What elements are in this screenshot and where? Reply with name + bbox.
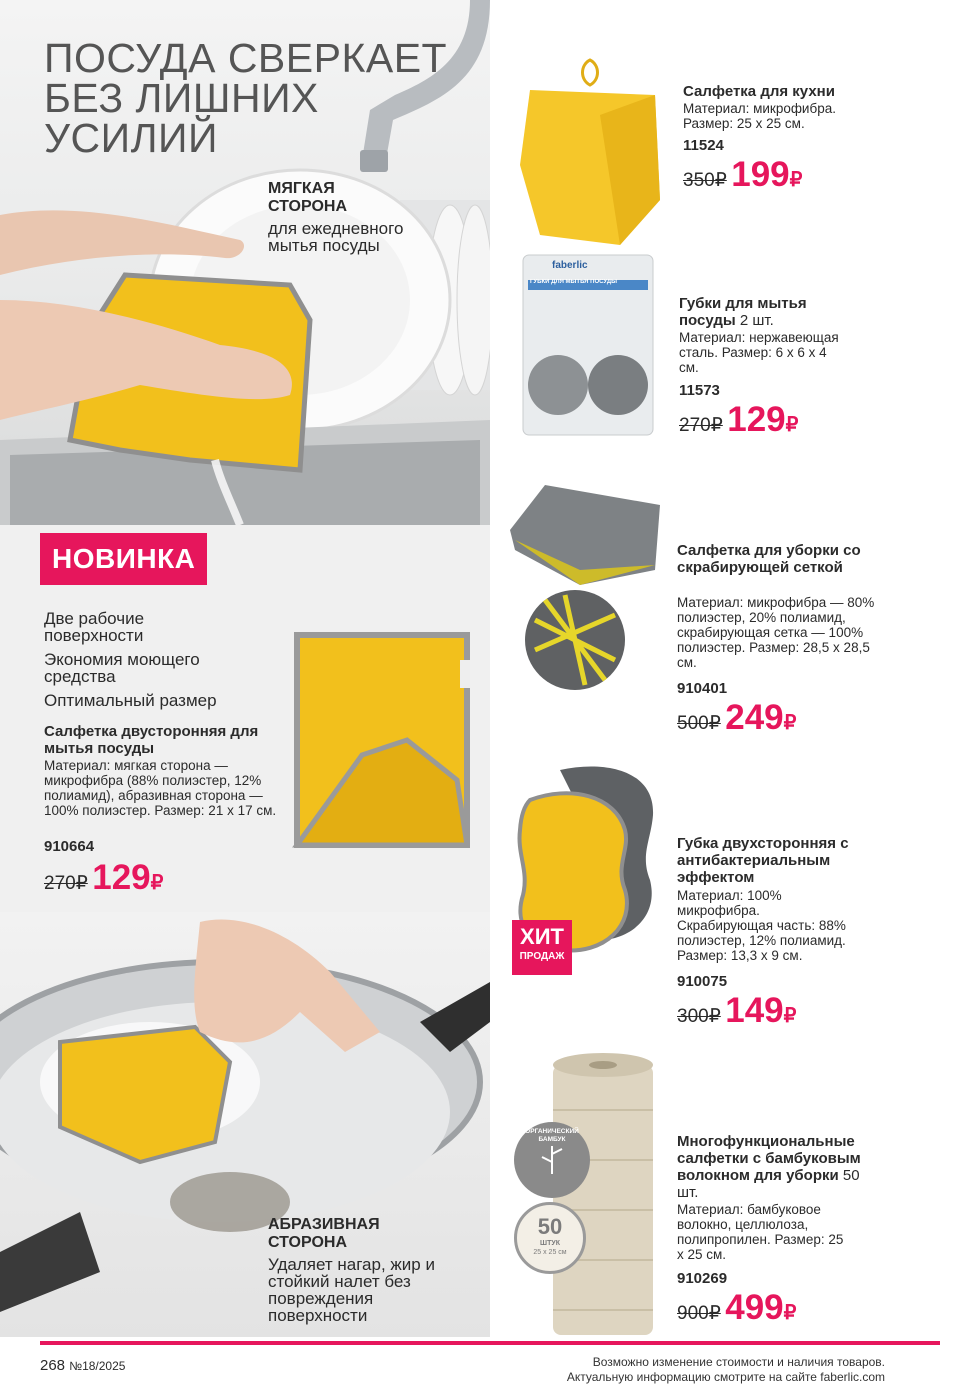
bestseller-badge-line1: ХИТ: [520, 924, 564, 949]
package-brand: faberlic: [552, 260, 588, 271]
main-product-title: Салфетка двусторонняя для мытья посуды: [44, 723, 259, 757]
issue-number: №18/2025: [69, 1359, 126, 1373]
count-unit: ШТУК: [540, 1240, 560, 1247]
old-price: 350₽: [683, 170, 727, 191]
product-title: Салфетка для уборки со скрабирующей сеткой: [677, 542, 861, 576]
main-product-desc: Материал: мягкая сторона — микрофибра (88% полиэстер, 12% полиамид), абразивная сторона — 100% полиэстер. Размер: 21 х 17 см.: [44, 758, 277, 818]
current-price: 199: [731, 155, 790, 194]
soft-side-title: МЯГКАЯ СТОРОНА: [268, 180, 347, 215]
feature-item: Экономия моющего средства: [44, 650, 200, 686]
main-product-price: [44, 860, 163, 896]
package-label: ГУБКИ ДЛЯ МЫТЬЯ ПОСУДЫ: [530, 279, 617, 285]
feature-item: Две рабочие поверхности: [44, 609, 145, 645]
product-desc: Материал: микрофибра — 80% полиэстер, 20% полиамид, скрабирующая сетка — 100% полиэстер. Размер: 28,5 х 28,5 см.: [677, 595, 875, 670]
currency-sign: ₽: [150, 872, 164, 894]
product-code: 910269: [677, 1270, 728, 1287]
kitchen-cloth-image: [510, 55, 670, 250]
product-desc: Материал: нержавеющая сталь. Размер: 6 х 6 х 4 см.: [679, 330, 839, 375]
product-price: [683, 157, 802, 193]
bamboo-icon: [532, 1146, 572, 1174]
currency-sign: ₽: [785, 414, 799, 436]
product-title: Салфетка для кухни: [683, 83, 835, 100]
count-badge: [514, 1202, 586, 1274]
product-title: Губка двухсторонняя с антибактериальным эффектом: [677, 835, 849, 886]
currency-sign: ₽: [783, 1005, 797, 1027]
product-code: 910401: [677, 680, 728, 697]
product-desc: Материал: бамбуковое волокно, целлюлоза, полипропилен. Размер: 25 х 25 см.: [677, 1202, 844, 1262]
product-title: Многофункциональные салфетки с бамбуковым волокном для уборки 50 шт.: [677, 1133, 861, 1201]
product-price: [679, 402, 798, 438]
count-size: 25 х 25 см: [533, 1249, 567, 1256]
old-price: 900₽: [677, 1303, 721, 1324]
organic-bamboo-text: ОРГАНИЧЕСКИЙ БАМБУК: [525, 1128, 579, 1143]
abrasive-side-text: Удаляет нагар, жир и стойкий налет без повреждения поверхности: [268, 1255, 435, 1325]
new-badge: НОВИНКА: [40, 533, 207, 585]
mesh-cloth-image: [505, 480, 665, 695]
steel-sponge-package-image: [518, 250, 658, 440]
current-price: 499: [725, 1288, 784, 1327]
current-price: 149: [725, 991, 784, 1030]
currency-sign: ₽: [783, 712, 797, 734]
old-price: 270₽: [679, 415, 723, 436]
product-desc: Материал: 100% микрофибра. Скрабирующая часть: 88% полиэстер, 12% полиамид. Размер: 13,3 х 9 см.: [677, 888, 846, 963]
bestseller-badge: [512, 920, 572, 975]
price-disclaimer: [480, 1355, 885, 1385]
currency-sign: ₽: [789, 169, 803, 191]
currency-sign: ₽: [783, 1302, 797, 1324]
current-price: 129: [92, 858, 151, 897]
organic-bamboo-badge: [514, 1122, 590, 1198]
product-price: [677, 1290, 796, 1326]
bestseller-badge-line2: ПРОДАЖ: [519, 951, 565, 962]
page-headline: ПОСУДА СВЕРКАЕТ БЕЗ ЛИШНИХ УСИЛИЙ: [44, 35, 448, 161]
page-number-value: 268: [40, 1357, 66, 1374]
footer-divider: [40, 1341, 940, 1345]
current-price: 129: [727, 400, 786, 439]
page-number: [40, 1357, 125, 1374]
double-sided-cloth-image: [292, 630, 477, 850]
product-code: 11573: [679, 382, 720, 399]
product-code: 910075: [677, 973, 728, 990]
soft-side-text: для ежедневного мытья посуды: [268, 219, 404, 255]
current-price: 249: [725, 698, 784, 737]
abrasive-side-title: АБРАЗИВНАЯ СТОРОНА: [268, 1216, 380, 1251]
product-price: [677, 700, 796, 736]
disclaimer-line: Возможно изменение стоимости и наличия товаров.: [592, 1355, 885, 1369]
product-desc: Материал: микрофибра. Размер: 25 х 25 см.: [683, 101, 836, 131]
disclaimer-line: Актуальную информацию смотрите на сайте faberlic.com: [566, 1370, 885, 1384]
product-code: 11524: [683, 137, 724, 154]
old-price: 300₽: [677, 1006, 721, 1027]
old-price: 500₽: [677, 713, 721, 734]
main-product-code: 910664: [44, 838, 95, 855]
count-number: 50: [537, 1214, 563, 1239]
product-price: [677, 993, 796, 1029]
product-title: Губки для мытья посуды 2 шт.: [679, 295, 807, 329]
feature-item: Оптимальный размер: [44, 691, 217, 710]
old-price: 270₽: [44, 873, 88, 894]
